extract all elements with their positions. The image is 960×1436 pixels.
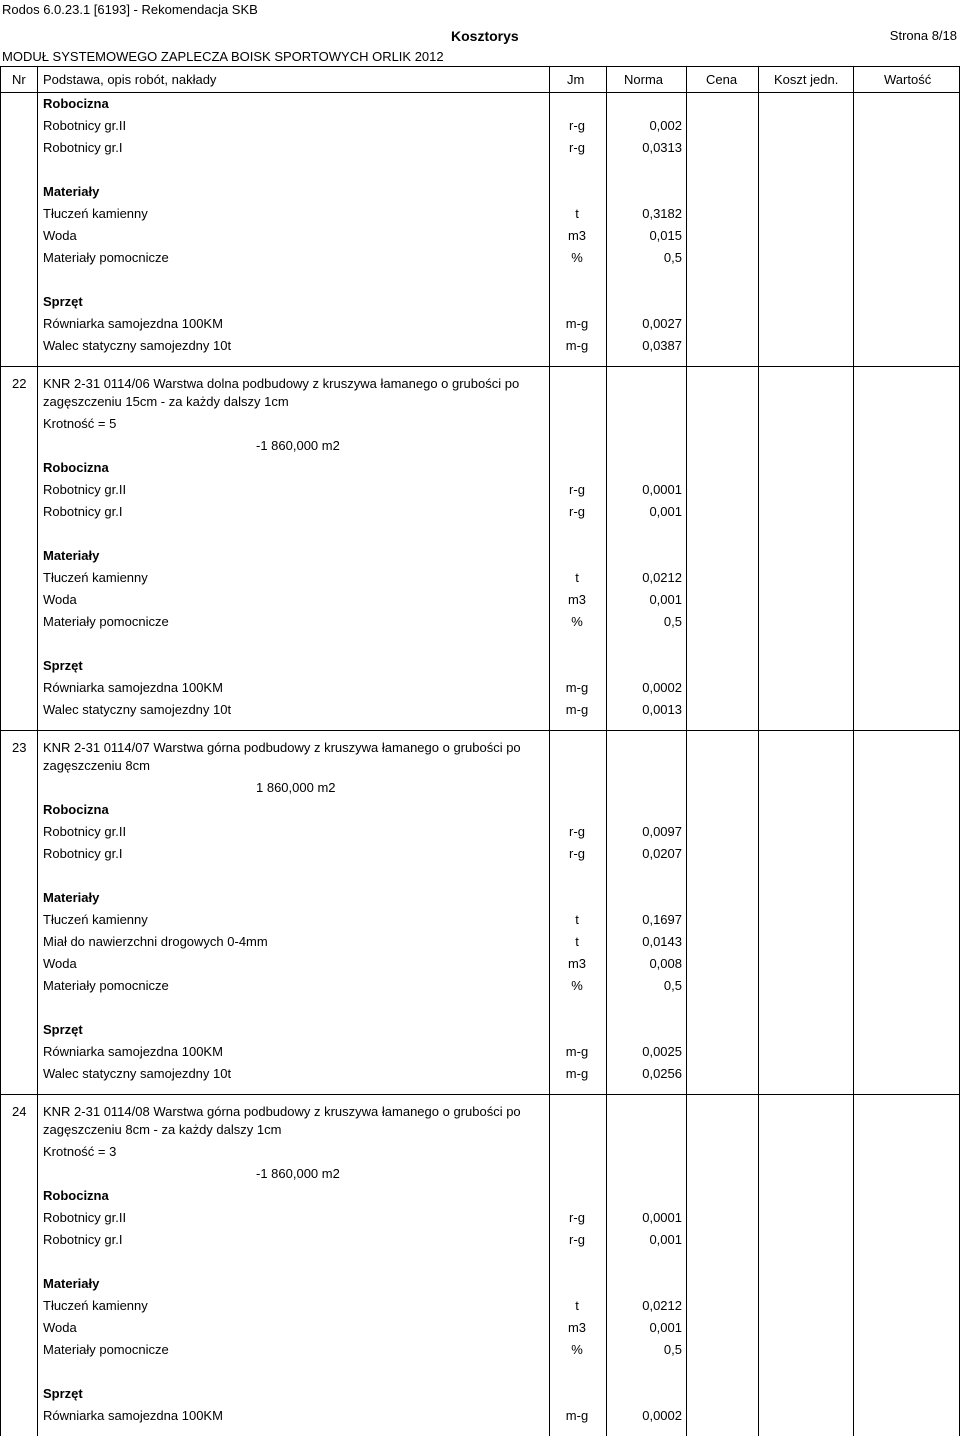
position-separator: [0, 1094, 960, 1095]
position-description-continued: zagęszczeniu 8cm: [43, 758, 150, 773]
item-unit: r-g: [569, 504, 585, 519]
position-description: KNR 2-31 0114/06 Warstwa dolna podbudowy z kruszywa łamanego o grubości po: [43, 376, 520, 391]
multiplier-text: Krotność = 5: [43, 416, 117, 431]
item-unit: m-g: [565, 316, 589, 331]
position-number: 24: [12, 1104, 27, 1119]
item-description: Robotnicy gr.I: [43, 846, 123, 861]
column-divider: [549, 66, 550, 1436]
item-description: Robotnicy gr.II: [43, 824, 127, 839]
item-unit: t: [575, 934, 579, 949]
section-heading: Materiały: [43, 184, 100, 199]
item-unit: m-g: [565, 1066, 589, 1081]
item-description: Równiarka samojezdna 100KM: [43, 1408, 223, 1423]
section-heading: Sprzęt: [43, 658, 83, 673]
item-unit: r-g: [569, 1232, 585, 1247]
item-unit: r-g: [569, 1210, 585, 1225]
item-unit: %: [571, 250, 583, 265]
item-norm: 0,0256: [642, 1066, 682, 1081]
item-unit: r-g: [569, 824, 585, 839]
position-separator: [0, 730, 960, 731]
item-unit: m-g: [565, 338, 589, 353]
item-description: Robotnicy gr.II: [43, 482, 127, 497]
item-description: Robotnicy gr.I: [43, 140, 123, 155]
header-bottom-border: [0, 92, 960, 93]
item-norm: 0,5: [663, 1342, 682, 1357]
section-heading: Sprzęt: [43, 1022, 83, 1037]
item-norm: 0,0013: [642, 702, 682, 717]
item-norm: 0,0212: [642, 1298, 682, 1313]
item-norm: 0,001: [649, 1232, 682, 1247]
section-heading: Sprzęt: [43, 294, 83, 309]
item-norm: 0,0313: [642, 140, 682, 155]
position-quantity: 1 860,000 m2: [256, 780, 336, 795]
item-norm: 0,0143: [642, 934, 682, 949]
item-norm: 0,1697: [642, 912, 682, 927]
item-description: Tłuczeń kamienny: [43, 570, 148, 585]
app-title: Rodos 6.0.23.1 [6193] - Rekomendacja SKB: [2, 2, 258, 17]
item-unit: t: [575, 570, 579, 585]
item-norm: 0,002: [649, 118, 682, 133]
item-norm: 0,001: [649, 592, 682, 607]
document-type: Kosztorys: [451, 28, 519, 44]
item-description: Materiały pomocnicze: [43, 614, 169, 629]
item-description: Woda: [43, 228, 77, 243]
column-header-description: Podstawa, opis robót, nakłady: [43, 72, 217, 87]
item-description: Robotnicy gr.II: [43, 1210, 127, 1225]
item-unit: %: [571, 1342, 583, 1357]
header-top-border: [0, 66, 960, 67]
item-norm: 0,0001: [642, 482, 682, 497]
item-description: Robotnicy gr.II: [43, 118, 127, 133]
position-number: 23: [12, 740, 27, 755]
item-norm: 0,0002: [642, 1408, 682, 1423]
item-description: Woda: [43, 956, 77, 971]
column-divider: [686, 66, 687, 1436]
item-unit: m3: [567, 1320, 587, 1335]
item-norm: 0,008: [649, 956, 682, 971]
position-separator: [0, 366, 960, 367]
column-divider: [37, 66, 38, 1436]
position-number: 22: [12, 376, 27, 391]
item-unit: t: [575, 1298, 579, 1313]
column-divider: [606, 66, 607, 1436]
item-norm: 0,5: [663, 978, 682, 993]
section-heading: Materiały: [43, 890, 100, 905]
item-unit: r-g: [569, 140, 585, 155]
item-description: Woda: [43, 1320, 77, 1335]
item-unit: r-g: [569, 846, 585, 861]
column-divider: [853, 66, 854, 1436]
item-norm: 0,0212: [642, 570, 682, 585]
item-description: Woda: [43, 592, 77, 607]
item-description: Robotnicy gr.I: [43, 1232, 123, 1247]
column-header-unit: Jm: [567, 72, 585, 87]
item-unit: m3: [567, 228, 587, 243]
item-unit: t: [575, 206, 579, 221]
item-norm: 0,001: [649, 1320, 682, 1335]
page-number: Strona 8/18: [889, 28, 957, 43]
item-norm: 0,015: [649, 228, 682, 243]
item-unit: m-g: [565, 680, 589, 695]
item-description: Tłuczeń kamienny: [43, 1298, 148, 1313]
item-description: Tłuczeń kamienny: [43, 206, 148, 221]
item-description: Walec statyczny samojezdny 10t: [43, 338, 232, 353]
item-unit: r-g: [569, 118, 585, 133]
item-description: Walec statyczny samojezdny 10t: [43, 1066, 232, 1081]
item-unit: %: [571, 614, 583, 629]
section-heading: Materiały: [43, 548, 100, 563]
item-description: Równiarka samojezdna 100KM: [43, 1044, 223, 1059]
column-header-unit-cost: Koszt jedn.: [774, 72, 839, 87]
item-unit: m3: [567, 592, 587, 607]
item-norm: 0,0027: [642, 316, 682, 331]
item-description: Materiały pomocnicze: [43, 978, 169, 993]
item-norm: 0,001: [649, 504, 682, 519]
column-divider: [0, 66, 1, 1436]
column-header-price: Cena: [706, 72, 738, 87]
item-unit: t: [575, 912, 579, 927]
item-norm: 0,5: [663, 614, 682, 629]
item-norm: 0,0097: [642, 824, 682, 839]
item-unit: m-g: [565, 702, 589, 717]
module-name: MODUŁ SYSTEMOWEGO ZAPLECZA BOISK SPORTOWYCH ORLIK 2012: [2, 49, 444, 64]
item-unit: m-g: [565, 1408, 589, 1423]
column-header-norm: Norma: [624, 72, 664, 87]
item-description: Równiarka samojezdna 100KM: [43, 680, 223, 695]
position-description-continued: zagęszczeniu 8cm - za każdy dalszy 1cm: [43, 1122, 282, 1137]
multiplier-text: Krotność = 3: [43, 1144, 117, 1159]
section-heading: Sprzęt: [43, 1386, 83, 1401]
item-description: Równiarka samojezdna 100KM: [43, 316, 223, 331]
item-norm: 0,0387: [642, 338, 682, 353]
item-unit: m3: [567, 956, 587, 971]
position-description-continued: zagęszczeniu 15cm - za każdy dalszy 1cm: [43, 394, 289, 409]
item-unit: r-g: [569, 482, 585, 497]
item-norm: 0,0002: [642, 680, 682, 695]
item-description: Materiały pomocnicze: [43, 1342, 169, 1357]
item-norm: 0,5: [663, 250, 682, 265]
item-description: Walec statyczny samojezdny 10t: [43, 702, 232, 717]
section-heading: Materiały: [43, 1276, 100, 1291]
item-norm: 0,0001: [642, 1210, 682, 1225]
position-quantity: -1 860,000 m2: [256, 1166, 340, 1181]
section-heading: Robocizna: [43, 1188, 109, 1203]
item-description: Robotnicy gr.I: [43, 504, 123, 519]
item-description: Miał do nawierzchni drogowych 0-4mm: [43, 934, 268, 949]
item-unit: m-g: [565, 1044, 589, 1059]
section-heading: Robocizna: [43, 460, 109, 475]
column-header-nr: Nr: [12, 72, 26, 87]
item-description: Tłuczeń kamienny: [43, 912, 148, 927]
column-header-value: Wartość: [884, 72, 932, 87]
item-description: Materiały pomocnicze: [43, 250, 169, 265]
item-norm: 0,0025: [642, 1044, 682, 1059]
position-quantity: -1 860,000 m2: [256, 438, 340, 453]
item-unit: %: [571, 978, 583, 993]
item-norm: 0,3182: [642, 206, 682, 221]
section-heading: Robocizna: [43, 802, 109, 817]
position-description: KNR 2-31 0114/07 Warstwa górna podbudowy z kruszywa łamanego o grubości po: [43, 740, 521, 755]
position-description: KNR 2-31 0114/08 Warstwa górna podbudowy z kruszywa łamanego o grubości po: [43, 1104, 521, 1119]
section-heading: Robocizna: [43, 96, 109, 111]
column-divider: [758, 66, 759, 1436]
item-norm: 0,0207: [642, 846, 682, 861]
